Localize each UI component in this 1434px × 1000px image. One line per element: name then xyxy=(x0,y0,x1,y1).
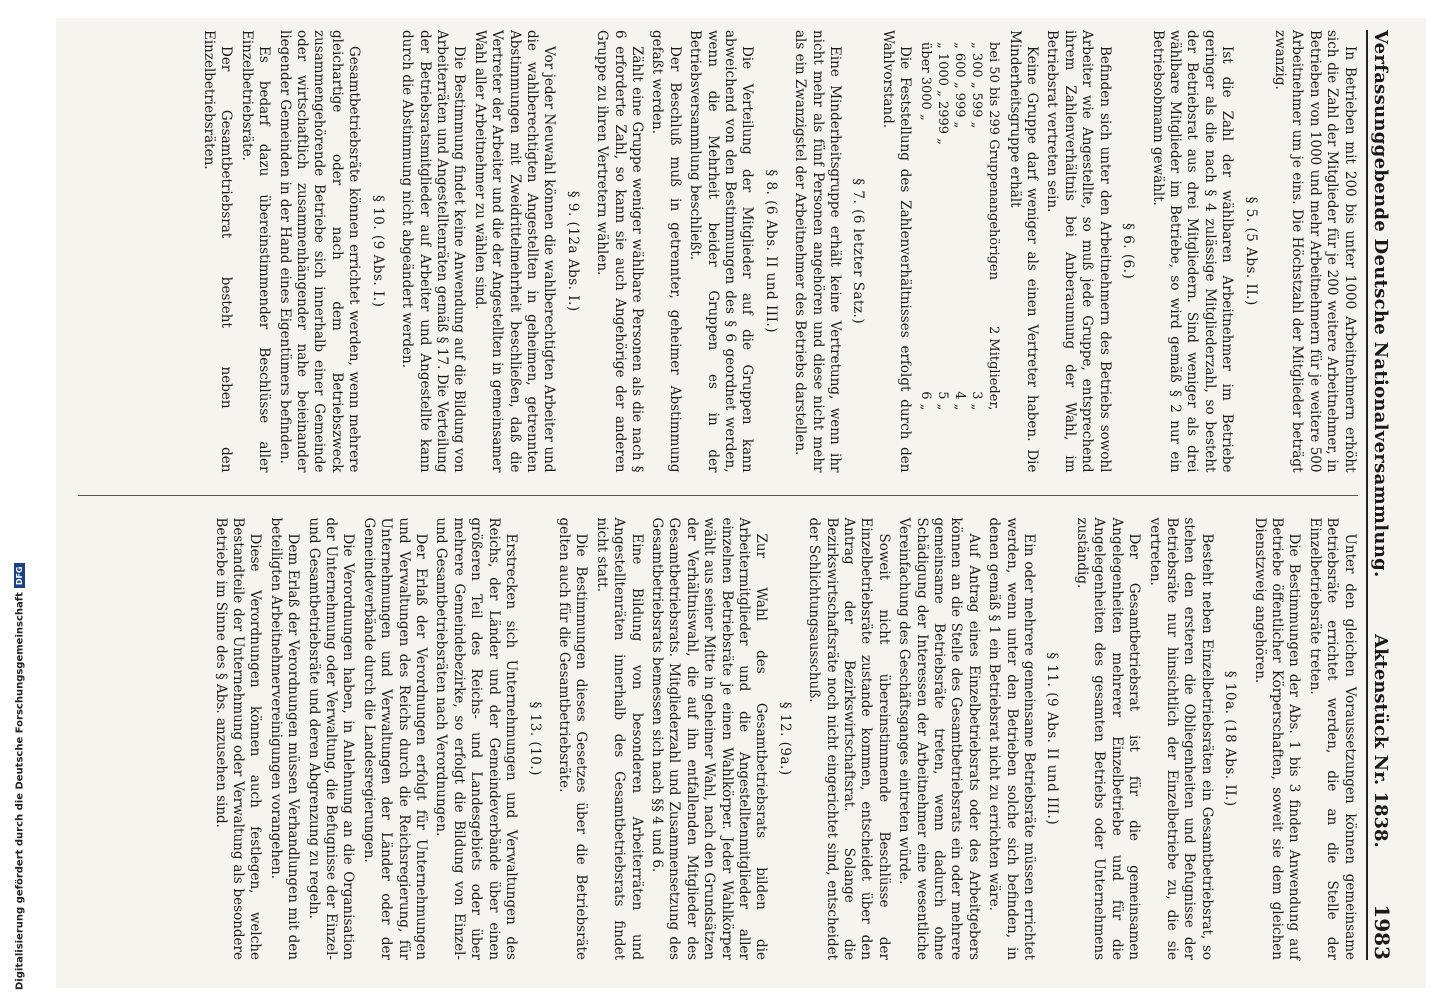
funding-note-text: Digitalisierung gefördert durch die Deutsche Forschungsgemeinschaft xyxy=(14,592,26,990)
paragraph: Erstrecken sich Unternehmungen und Verwaltungen des Reichs, der Länder und der Gemeindeverbände über einen größeren Teil des Reichs- und Landesgebiets oder über mehrere Gemeindebezirke, so erfolgt die Bildung von Einzel- und Gesamtbetriebsräten nach Verordnungen. xyxy=(433,517,520,960)
paragraph: Eine Bildung von besonderen Arbeiterräten und Angestelltenräten innerhalb des Gesamtbetriebsrats findet nicht statt. xyxy=(593,517,645,960)
paragraph: Keine Gruppe darf weniger als einen Vertreter haben. Die Minderheitsgruppe erhält xyxy=(1006,30,1041,473)
paragraph: Unter den gleichen Voraussetzungen können gemeinsame Betriebsräte errichtet werden, die an die Stelle der Einzelbetriebsräte treten. xyxy=(1306,517,1358,960)
table-cell: 3 „ xyxy=(969,391,985,411)
paragraph: Zählt eine Gruppe weniger wählbare Personen als die nach § 6 erforderte Zahl, so kann sie auch Angehörige der anderen Gruppe zu ihren Vertretern wählen. xyxy=(594,30,645,473)
table-cell: „ 300 „ 599 „ xyxy=(969,42,985,129)
table-cell: „ 1000 „ 2999 „ xyxy=(935,42,951,145)
paragraph: Auf Antrag eines Einzelbetriebsrats oder des Arbeitgebers können an die Stelle des Gesamtbetriebsrats ein oder mehrere gemeinsame Betriebsräte treten, wenn dadurch ohne Schädigung der Interessen der Arbeitnehmer eine wesentliche Vereinfachung des Geschäftsganges eintreten würde. xyxy=(896,517,982,960)
paragraph: Die Bestimmungen dieses Gesetzes über die Betriebsräte gelten auch für die Gesamtbetriebsräte. xyxy=(555,517,590,960)
table-cell: 4 „ xyxy=(952,391,968,411)
section-heading-10: § 10. (9 Abs. I.) xyxy=(369,195,386,308)
table-cell: bei 50 bis 299 Gruppenangehörigen xyxy=(986,42,1002,280)
table-cell: 2 Mitglieder, xyxy=(986,326,1002,411)
paragraph: Befinden sich unter den Arbeitnehmern des Betriebs sowohl Arbeiter wie Angestellte, so muß jede Gruppe, entsprechend ihrem Zahlenverhältnis bei Anberaumung der Wahl, im Betriebsrat vertreten sein. xyxy=(1044,30,1113,473)
paragraph: Der Beschluß muß in getrennter, geheimer Abstimmung gefaßt werden. xyxy=(649,30,683,473)
paragraph: Der Gesamtbetriebsrat ist für die gemeinsamen Angelegenheiten mehrerer Einzelbetriebe und für die Angelegenheiten des gesamten Betriebs oder Unternehmens zuständig. xyxy=(1073,517,1143,960)
section-heading-13: § 13. (10.) xyxy=(526,701,543,776)
page-header xyxy=(1366,30,1394,960)
table-row xyxy=(985,42,1002,416)
paragraph: Soweit nicht übereinstimmende Beschlüsse der Einzelbetriebsräte zustande kommen, entscheidet über den Antrag der Bezirkswirtschaftsrat. Solange die Bezirkswirtschaftsräte noch nicht eingerichtet sind, entscheidet der Schlichtungsausschuß. xyxy=(806,517,892,960)
paragraph: Zur Wahl des Gesamtbetriebsrats bilden die Arbeitermitglieder und die Angestelltenmitglieder aller einzelnen Betriebsräte je einen Wahlkörper. Jeder Wahlkörper wählt aus seiner Mitte in geheimer Wahl, nach den Grundsätzen der Verhältniswahl, die auf ihn entfallenden Mitglieder des Gesamtbetriebsrats. Mitgliederzahl und Zusammensetzung des Gesamtbetriebsrats bemessen sich nach §§ 4 und 6. xyxy=(648,517,770,960)
paragraph: Ein oder mehrere gemeinsame Betriebsräte müssen errichtet werden, wenn unter den Betrieben solche sich befinden, in denen gemäß § 1 ein Betriebsrat nicht zu errichten wäre. xyxy=(986,517,1038,960)
dfg-logo: DFG xyxy=(14,563,25,588)
paragraph: Es bedarf dazu übereinstimmender Beschlüsse aller Einzelbetriebsräte. xyxy=(238,30,273,473)
paragraph: Besteht neben Einzelbetriebsräten ein Gesamtbetriebsrat, so stehen den ersteren die Obliegenheiten und Befugnisse der Betriebsräte nur hinsichtlich der Einzelbetriebe zu, die sie vertreten. xyxy=(1146,517,1215,960)
table-cell: 6 „ xyxy=(918,391,934,411)
paragraph: In Betrieben mit 200 bis unter 1000 Arbeitnehmern erhöht sich die Zahl der Mitglieder für je 200 weitere Arbeitnehmer, in Betrieben von 1000 und mehr Arbeitnehmern für je weitere 500 Arbeitnehmer um je eins. Die Höchstzahl der Mitglieder beträgt zwanzig. xyxy=(1271,30,1358,473)
section-heading-8: § 8. (6 Abs. II und III.) xyxy=(762,169,779,334)
table-row xyxy=(934,42,951,416)
paragraph: Die Bestimmungen der Abs. 1 bis 3 finden Anwendung auf Betriebe öffentlicher Körperschaften, soweit sie dem gleichen Dienstzweig angehören. xyxy=(1251,517,1303,960)
paragraph: Diese Verordnungen können auch festlegen, welche Bestandteile der Unternehmung oder Verwaltung als besondere Betriebe im Sinne des § Abs. anzusehen sind. xyxy=(212,517,264,960)
paragraph: Gesamtbetriebsräte können errichtet werden, wenn mehrere gleichartige oder nach dem Betriebszweck zusammengehörende Betriebe sich innerhalb einer Gemeinde oder wirtschaftlich zusammenhängender nahe beieinander liegender Gemeinden in der Hand eines Eigentümers befinden. xyxy=(276,30,363,473)
section-heading-6: § 6. (6.) xyxy=(1120,223,1137,280)
section-heading-9: § 9. (12a Abs. I.) xyxy=(564,190,581,312)
paragraph: Vor jeder Neuwahl können die wahlberechtigten Arbeiter und die wahlberechtigten Angestellten in geheimen, getrennten Abstimmungen mit Zweidrittelmehrheit beschließen, daß die Vertreter der Arbeiter und die der Angestellten in gemeinsamer Wahl aller Arbeitnehmer zu wählen sind. xyxy=(471,30,558,473)
paragraph: Der Erlaß der Verordnungen erfolgt für Unternehmungen und Verwaltungen des Reichs durch die Reichsregierung, für Unternehmungen und Verwaltungen der Länder oder der Gemeindeverbände durch die Landesregierungen. xyxy=(360,517,430,960)
table-row xyxy=(917,42,934,416)
paragraph: Eine Minderheitsgruppe erhält keine Vertretung, wenn ihr nicht mehr als fünf Personen angehören und diese nicht mehr als ein Zwanzigstel der Arbeitnehmer des Betriebs darstellen. xyxy=(792,30,844,473)
page-number: 1983 xyxy=(1370,904,1394,960)
table-row xyxy=(951,42,968,416)
paragraph: Die Feststellung des Zahlenverhältnisses erfolgt durch den Wahlvorstand. xyxy=(879,30,914,473)
header-title: Verfassunggebende Deutsche Nationalversammlung. xyxy=(1370,30,1391,578)
paragraph: Dem Erlaß der Verordnungen müssen Verhandlungen mit den beteiligten Arbeitnehmervereinigungen vorangehen. xyxy=(267,517,302,960)
section-heading-7: § 7. (6 letzter Satz.) xyxy=(850,178,867,325)
section-heading-11: § 11. (9 Abs. II und III.) xyxy=(1044,652,1061,826)
funding-sidebar xyxy=(0,0,26,1000)
paragraph: Die Verteilung der Mitglieder auf die Gruppen kann abweichend von den Bestimmungen des § 6 geordnet werden, wenn die Mehrheit beider Gruppen es in der Betriebsversammlung beschließt. xyxy=(687,30,756,473)
funding-note xyxy=(14,563,26,990)
section-heading-12: § 12. (9a.) xyxy=(776,701,793,776)
column-divider xyxy=(78,495,1358,496)
right-column xyxy=(78,518,1358,961)
left-column xyxy=(78,30,1358,473)
document-page xyxy=(50,30,1394,960)
minority-table xyxy=(917,42,1002,416)
table-cell: über 3000 „ xyxy=(918,42,934,121)
header-document-number: Aktenstück Nr. 1838. xyxy=(1370,634,1391,848)
paragraph: Die Bestimmung findet keine Anwendung auf die Bildung von Arbeiterräten und Angestelltenräten gemäß § 17. Die Verteilung der Betriebsratsmitglieder auf Arbeiter und Angestellte kann durch die Abstimmung nicht abgeändert werden. xyxy=(399,30,468,473)
table-cell: „ 600 „ 999 „ xyxy=(952,42,968,129)
section-heading-5: § 5. (5 Abs. II.) xyxy=(1242,196,1259,306)
section-heading-10a: § 10a. (18 Abs. II.) xyxy=(1222,670,1239,807)
table-row xyxy=(968,42,985,416)
paragraph: Die Verordnungen haben, in Anlehnung an die Organisation der Unternehmung oder Verwaltung, die Befugnisse der Einzel- und Gesamtbetriebsräte und deren Abgrenzung zu regeln. xyxy=(305,517,357,960)
table-cell: 5 „ xyxy=(935,391,951,411)
paragraph: Ist die Zahl der wählbaren Arbeitnehmer im Betriebe geringer als die nach § 4 zulässige Mitgliederzahl, so besteht der Betriebsrat aus drei Mitgliedern. Sind weniger als drei wählbare Mitglieder im Betriebe, so wird gemäß § 2 nur ein Betriebsobmann gewählt. xyxy=(1149,30,1236,473)
paragraph: Der Gesamtbetriebsrat besteht neben den Einzelbetriebsräten. xyxy=(201,30,235,473)
